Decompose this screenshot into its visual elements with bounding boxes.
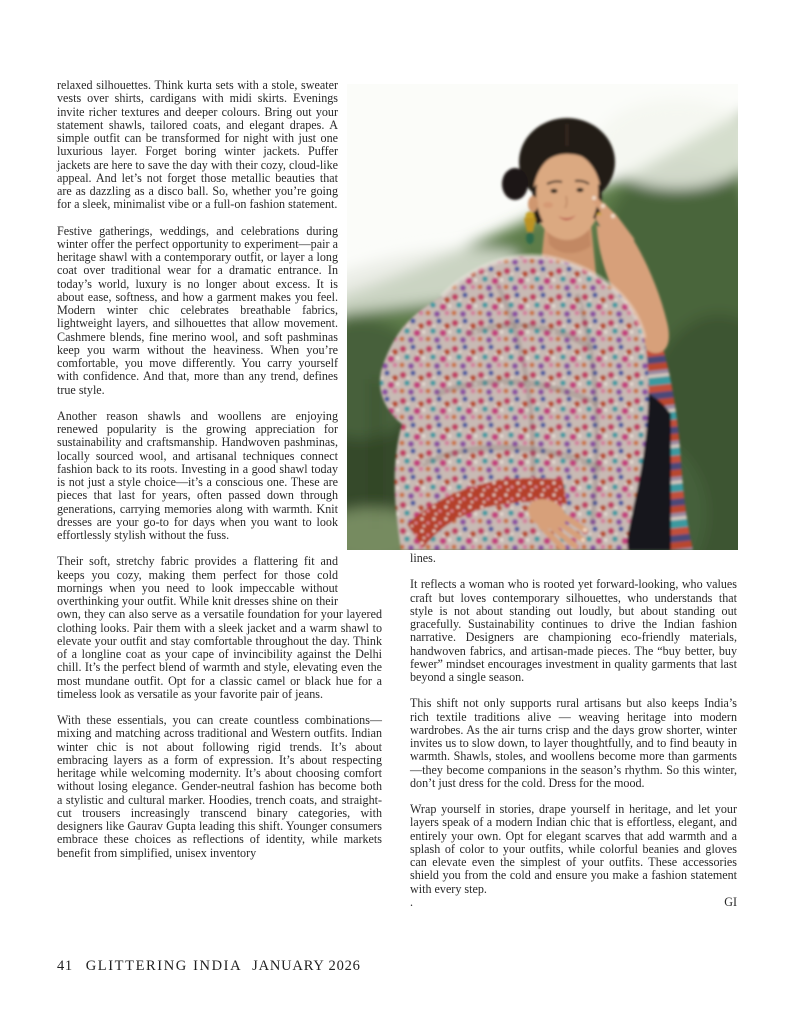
page-footer <box>57 958 361 975</box>
paragraph: Their soft, stretchy fabric provides a flattering fit and keeps you cozy, making them perfect for those cold mornings when you need to look impeccable without overthinking your outfit. While knit dresses shine on their own, they can also serve as a versatile foundation for your layered clothing looks. Pair them with a sleek jacket and a warm shawl to elevate your outfit and stay comfortable throughout the day. Think of a longline coat as your cape of invincibility against the Delhi chill. It’s the perfect blend of warmth and style, elevating even the most mundane outfit. Opt for a classic camel or black hue for a timeless look as versatile as your favorite pair of jeans. <box>57 554 382 701</box>
end-mark: GI <box>724 894 737 909</box>
paragraph: With these essentials, you can create countless combinations—mixing and matching across traditional and Western outfits. Indian winter chic is not about following rigid trends. It’s about embracing layers as a form of expression. It’s about respecting heritage while welcoming modernity. It’s about choosing comfort without losing elegance. Gender-neutral fashion has become both a stylistic and cultural marker. Hoodies, trench coats, and straight-cut trousers increasingly transcend binary categories, with designers like Gaurav Gupta leading this shift. Younger consumers embrace these choices as reflections of identity, while markets benefit from simplified, unisex inventory <box>57 713 382 860</box>
paragraph: Wrap yourself in stories, drape yourself in heritage, and let your layers speak of a modern Indian chic that is effortless, elegant, and entirely your own. Opt for elegant scarves that add warmth and a splash of color to your outfits, while colorful beanies and gloves can elevate even the simplest of your outfits. These accessories shield you from the cold and ensure you make a fashion statement with every step. <box>410 802 737 896</box>
right-text-column <box>410 552 737 909</box>
paragraph: Another reason shawls and woollens are enjoying renewed popularity is the growing appreciation for sustainability and craftsmanship. Handwoven pashminas, locally sourced wool, and artisanal techniques connect fashion back to its roots. Investing in a good shawl today is not just a style choice—it’s a conscious one. These are pieces that last for years, often passed down through generations, carrying memories along with warmth. Knit dresses are your go-to for days when you want to look effortlessly stylish without the fuss. <box>57 408 338 542</box>
magazine-title: GLITTERING INDIA <box>85 958 243 974</box>
fashion-photo <box>347 84 738 550</box>
left-text-column <box>57 79 382 860</box>
paragraph: This shift not only supports rural artisans but also keeps India’s rich textile traditions alive — weaving heritage into modern wardrobes. As the air turns crisp and the days grow shorter, winter invites us to slow down, to layer thoughtfully, and to find beauty in warmth. Shawls, stoles, and woollens become more than garments—they become companions in the season’s rhythm. So this winter, don’t just dress for the cold. Dress for the mood. <box>410 696 737 790</box>
issue-date: JANUARY 2026 <box>252 958 361 974</box>
paragraph: relaxed silhouettes. Think kurta sets with a stole, sweater vests over shirts, cardigans with midi skirts. Evenings invite richer textures and deeper colours. Bring out your statement shawls, tailored coats, and elegant drapes. A simple outfit can be transformed for night with just one luxurious layer. Forget boring winter jackets. Puffer jackets are here to save the day with their cozy, cloud-like appeal. And let’s not forget those metallic beauties that are as dazzling as a disco ball. So, whether you’re going for a sleek, minimalist vibe or a full-on fashion statement. <box>57 78 338 212</box>
paragraph: lines. <box>410 551 436 565</box>
paragraph: It reflects a woman who is rooted yet forward-looking, who values craft but loves contemporary silhouettes, who understands that style is not about standing out loudly, but about standing out gracefully. Sustainability continues to drive the Indian fashion narrative. Designers are championing eco-friendly materials, handwoven fabrics, and artisan-made pieces. The “buy better, buy fewer” mindset encourages investment in quality garments that last beyond a single season. <box>410 577 737 684</box>
page-number: 41 <box>57 958 73 974</box>
paragraph: Festive gatherings, weddings, and celebrations during winter offer the perfect opportunity to experiment—pair a heritage shawl with a contemporary outfit, or layer a long coat over traditional wear for a dramatic entrance. In today’s world, luxury is no longer about excess. It is about ease, softness, and how a garment makes you feel. Modern winter chic celebrates breathable fabrics, lightweight layers, and silhouettes that allow movement. Cashmere blends, fine merino wool, and soft pashminas keep you warm without the heaviness. When you’re comfortable, you move differently. You carry yourself with confidence. And that, more than any trend, defines true style. <box>57 223 338 397</box>
article-end-line <box>410 896 737 909</box>
closing-period: . <box>410 894 414 909</box>
